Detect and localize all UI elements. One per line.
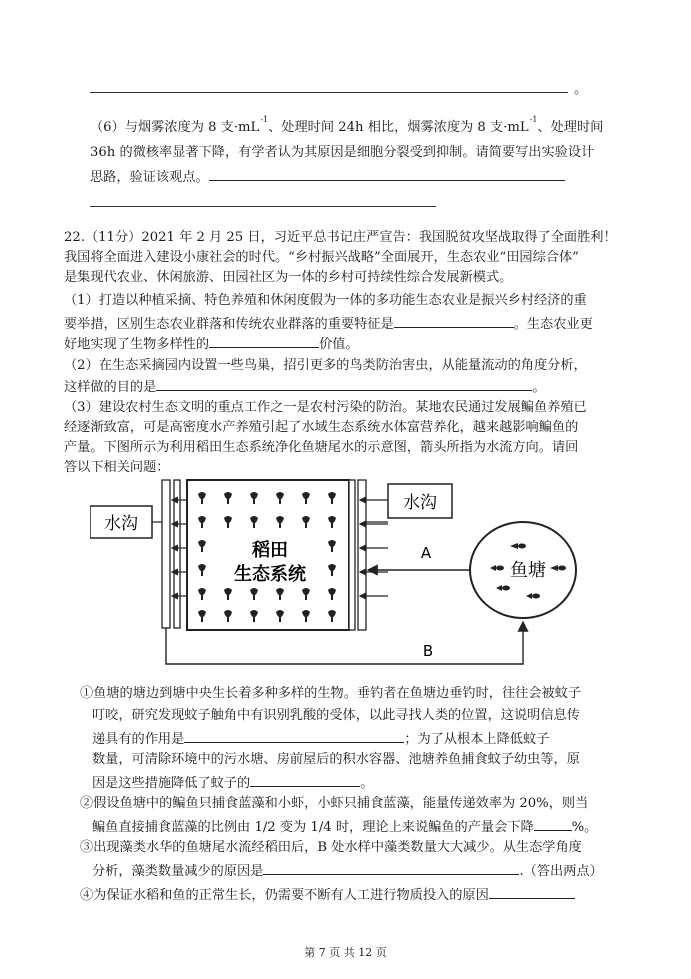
s3-line2 [92,860,603,882]
q22-p2-text: 。 [532,380,546,395]
q6-text: 思路，验证该观点。 [90,170,209,185]
s4-line1 [80,884,575,906]
right-ditch-wall [349,480,355,630]
q22-p2-line2 [64,376,546,398]
answer-blank[interactable] [263,860,519,875]
page-number: 第 7 页 共 12 页 [304,946,387,959]
q6-line1 [90,115,604,139]
s1-text: ；为了从根本上降低蚊子 [404,732,550,747]
answer-line[interactable] [90,92,568,93]
left-ditch-wall [174,480,180,628]
left-ditch-channel [162,480,170,628]
q22-p1-text: 。生态农业更 [513,317,593,332]
q22-p1-text: 价值。 [319,337,359,352]
q6-text-b: 、处理时间 24h 相比，烟雾浓度为 8 支·mL [268,120,529,135]
s2-line2 [92,816,597,838]
q22-intro-line: 22.（11分）2021 年 2 月 25 日，习近平总书记庄严宣告：我国脱贫攻坚战取得了全面胜利！ [64,230,617,245]
q6-line3 [90,166,565,188]
right-ditch-label: 水沟 [403,493,437,513]
q22-intro-line: 我国将全面进入建设小康社会的时代。“乡村振兴战略”全面展开，生态农业“田园综合体” [64,250,579,265]
q22-intro-line: 是集现代农业、休闲旅游、田园社区为一体的乡村可持续性综合发展新模式。 [64,270,513,285]
answer-blank[interactable] [394,313,514,328]
s4-text: ④为保证水稻和鱼的正常生长，仍需要不断有人工进行物质投入的原因 [80,888,489,903]
s1-text: 因是这些措施降低了蚊子的 [92,776,251,791]
s3-line1: ③出现藻类水华的鱼塘尾水流经稻田后，B 处水样中藻类数量大大减少。从生态学角度 [80,840,582,855]
q22-p3-line: 答以下相关问题： [64,460,170,475]
q22-p1-text: 要举措，区别生态农业群落和传统农业群落的重要特征是 [64,317,394,332]
answer-blank[interactable] [250,772,360,787]
s3-text: 分析，藻类数量减少的原因是 [92,864,264,879]
q22-p2-text: 这样做的目的是 [64,380,157,395]
s1-line5 [92,772,373,794]
unit-exponent: -1 [529,115,538,124]
q22-p1-line1: （1）打造以种植采摘、特色养殖和休闲度假为一体的多功能生态农业是振兴乡村经济的重 [64,293,587,308]
q6-text-a: （6）与烟雾浓度为 8 支·mL [90,120,260,135]
s1-line1: ①鱼塘的塘边到塘中央生长着多种多样的生物。垂钓者在鱼塘边垂钓时，往往会被蚊子 [80,686,582,701]
paddy-label-line2: 生态系统 [234,564,306,585]
s1-line4: 数量，可清除环境中的污水塘、房前屋后的积水容器、池塘养鱼捕食蚊子幼虫等，原 [92,752,580,767]
answer-blank[interactable] [184,728,404,743]
answer-blank[interactable] [489,884,575,899]
s2-line1: ②假设鱼塘中的鳊鱼只捕食蓝藻和小虾，小虾只捕食蓝藻，能量传递效率为 20%，则当 [80,796,589,811]
q6-text-c: 、处理时间 [537,120,604,135]
s1-line3 [92,728,549,750]
answer-line[interactable] [90,206,436,207]
answer-blank[interactable] [209,166,565,181]
s2-text: %。 [571,820,598,835]
flow-label-b: B [422,642,434,660]
q22-p3-line: （3）建设农村生态文明的重点工作之一是农村污染的防治。某地农民通过发展鳊鱼养殖已 [64,400,587,415]
q22-p3-line: 产量。下图所示为利用稻田生态系统净化鱼塘尾水的示意图，箭头所指为水流方向。请回 [64,440,579,455]
q22-p1-text: 好地实现了生物多样性的 [64,337,210,352]
pond-label: 鱼塘 [510,560,546,581]
right-ditch-channel [358,480,366,630]
s3-text: .（答出两点） [519,864,603,879]
answer-blank[interactable] [534,816,572,831]
s1-text: 。 [360,776,374,791]
s1-line2: 叮咬，研究发现蚊子触角中有识别乳酸的受体，以此寻找人类的位置，这说明信息传 [92,708,580,723]
q22-p1-line3 [64,333,359,355]
q6-line2: 36h 的微核率显著下降，有学者认为其原因是细胞分裂受到抑制。请简要写出实验设计 [90,145,595,160]
answer-blank[interactable] [156,376,532,391]
flow-label-a: A [420,544,432,562]
paddy-label-line1: 稻田 [252,540,288,561]
left-ditch-label: 水沟 [104,514,138,534]
s1-text: 递具有的作用是 [92,732,185,747]
q22-p2-line1: （2）在生态采摘园内设置一些鸟巢，招引更多的鸟类防治害虫，从能量流动的角度分析， [64,358,587,373]
q22-p3-line: 经逐渐致富，可是高密度水产养殖引起了水域生态系统水体富营养化，越来越影响鳊鱼的 [64,420,579,435]
answer-blank[interactable] [209,333,319,348]
unit-exponent: -1 [260,115,269,124]
s2-text: 鳊鱼直接捕食蓝藻的比例由 1/2 变为 1/4 时，理论上来说鳊鱼的产量会下降 [92,820,534,835]
end-mark: 。 [574,82,588,97]
paddy-pond-diagram [90,478,610,678]
q22-p1-line2 [64,313,593,335]
